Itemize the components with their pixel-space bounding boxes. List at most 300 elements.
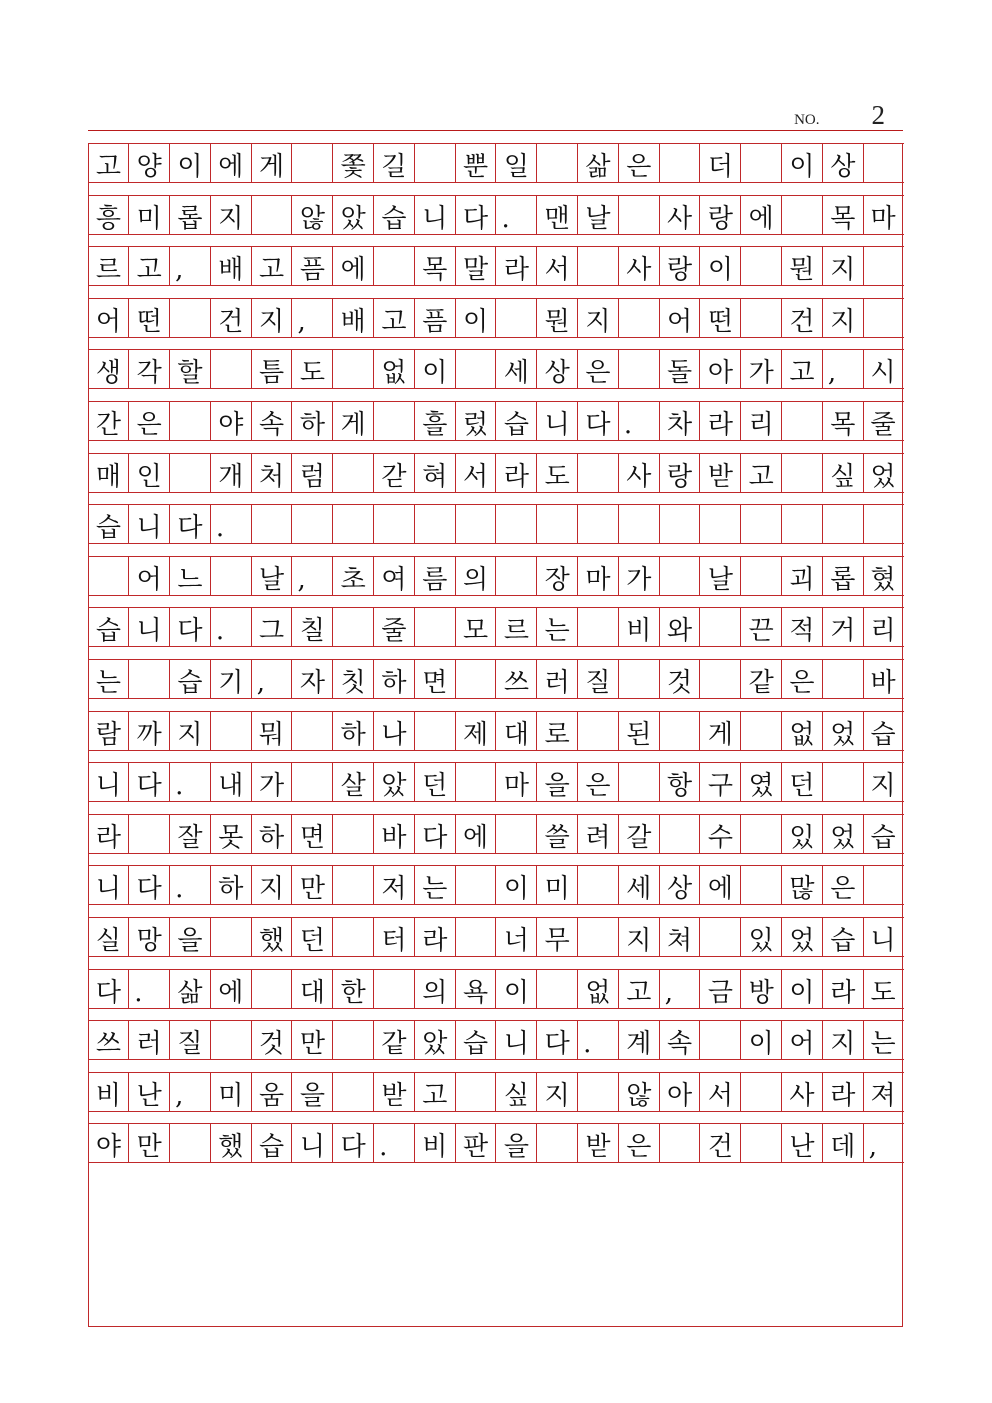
manuscript-cell: 난	[128, 1073, 169, 1111]
manuscript-cell: 라	[88, 815, 129, 853]
manuscript-cell	[210, 350, 251, 388]
manuscript-cell: 고	[373, 299, 414, 337]
manuscript-cell	[577, 918, 618, 956]
page-number-value: 2	[871, 100, 885, 130]
manuscript-cell: 말	[455, 247, 496, 285]
manuscript-cell: 을	[169, 918, 210, 956]
manuscript-cell: 도	[863, 970, 904, 1008]
manuscript-cell	[740, 505, 781, 543]
manuscript-cell	[210, 712, 251, 750]
manuscript-cell	[455, 918, 496, 956]
manuscript-cell: 은	[618, 144, 659, 182]
manuscript-cell: 미	[536, 866, 577, 904]
manuscript-cell: 에	[210, 144, 251, 182]
manuscript-cell: 않	[618, 1073, 659, 1111]
manuscript-cell: 었	[822, 712, 863, 750]
manuscript-cell	[332, 350, 373, 388]
manuscript-cell	[781, 505, 822, 543]
manuscript-cell: ,	[863, 1124, 904, 1162]
manuscript-cell	[414, 608, 455, 646]
manuscript-cell: 미	[128, 196, 169, 234]
manuscript-cell: 고	[88, 144, 129, 182]
manuscript-cell: 것	[659, 660, 700, 698]
manuscript-cell: 흘	[414, 402, 455, 440]
manuscript-cell: 은	[577, 763, 618, 801]
manuscript-cell: 있	[781, 815, 822, 853]
manuscript-cell: 쫓	[332, 144, 373, 182]
manuscript-cell: 다	[536, 1021, 577, 1059]
manuscript-cell: 었	[863, 454, 904, 492]
manuscript-row	[88, 607, 904, 647]
manuscript-cell: 것	[251, 1021, 292, 1059]
manuscript-cell	[618, 763, 659, 801]
manuscript-cell: 습	[169, 660, 210, 698]
manuscript-cell: 할	[169, 350, 210, 388]
manuscript-cell: 내	[210, 763, 251, 801]
manuscript-cell: 이	[699, 247, 740, 285]
manuscript-cell	[251, 505, 292, 543]
manuscript-cell: 지	[536, 1073, 577, 1111]
manuscript-cell: 끈	[740, 608, 781, 646]
manuscript-cell	[536, 144, 577, 182]
manuscript-cell: 싶	[495, 1073, 536, 1111]
manuscript-cell: 혔	[863, 557, 904, 595]
manuscript-cell	[169, 1124, 210, 1162]
manuscript-cell: 초	[332, 557, 373, 595]
manuscript-cell: 만	[291, 866, 332, 904]
manuscript-cell: 다	[455, 196, 496, 234]
manuscript-cell: 라	[822, 970, 863, 1008]
manuscript-cell: 가	[251, 763, 292, 801]
manuscript-cell: 미	[210, 1073, 251, 1111]
manuscript-cell: 습	[863, 712, 904, 750]
manuscript-cell	[822, 763, 863, 801]
manuscript-cell: 서	[455, 454, 496, 492]
manuscript-cell	[210, 918, 251, 956]
manuscript-cell	[414, 505, 455, 543]
manuscript-cell: 습	[863, 815, 904, 853]
manuscript-cell: 다	[332, 1124, 373, 1162]
manuscript-cell: 이	[169, 144, 210, 182]
manuscript-cell: 았	[373, 763, 414, 801]
manuscript-cell: 았	[414, 1021, 455, 1059]
manuscript-cell: 그	[251, 608, 292, 646]
manuscript-cell: 다	[169, 608, 210, 646]
manuscript-cell: 쓰	[88, 1021, 129, 1059]
manuscript-cell: 쓸	[536, 815, 577, 853]
manuscript-cell: 다	[169, 505, 210, 543]
manuscript-cell: 차	[659, 402, 700, 440]
manuscript-cell: 에	[455, 815, 496, 853]
manuscript-cell	[332, 918, 373, 956]
manuscript-cell: 지	[251, 866, 292, 904]
manuscript-cell: 상	[822, 144, 863, 182]
manuscript-cell	[414, 144, 455, 182]
manuscript-cell: 럼	[291, 454, 332, 492]
manuscript-cell: 고	[781, 350, 822, 388]
manuscript-cell	[291, 712, 332, 750]
manuscript-cell: 을	[495, 1124, 536, 1162]
manuscript-cell: 적	[781, 608, 822, 646]
manuscript-cell	[699, 608, 740, 646]
manuscript-cell: 이	[781, 970, 822, 1008]
manuscript-cell: 랑	[659, 247, 700, 285]
manuscript-cell: .	[495, 196, 536, 234]
manuscript-cell: 하	[373, 660, 414, 698]
manuscript-cell: 서	[699, 1073, 740, 1111]
manuscript-cell	[128, 815, 169, 853]
manuscript-cell	[863, 299, 904, 337]
manuscript-cell	[169, 402, 210, 440]
manuscript-row	[88, 298, 904, 338]
manuscript-cell: 날	[251, 557, 292, 595]
manuscript-cell: 금	[699, 970, 740, 1008]
manuscript-cell: 대	[495, 712, 536, 750]
page-number-label: NO.	[794, 112, 820, 128]
manuscript-cell: 거	[822, 608, 863, 646]
manuscript-cell: 개	[210, 454, 251, 492]
manuscript-cell: 은	[822, 866, 863, 904]
manuscript-row	[88, 865, 904, 905]
manuscript-cell: 날	[699, 557, 740, 595]
manuscript-cell	[740, 1124, 781, 1162]
manuscript-cell: 모	[455, 608, 496, 646]
manuscript-cell: 뭔	[536, 299, 577, 337]
manuscript-cell	[495, 557, 536, 595]
manuscript-cell	[618, 350, 659, 388]
manuscript-cell: 이	[414, 350, 455, 388]
manuscript-cell: 라	[495, 247, 536, 285]
manuscript-cell: 지	[251, 299, 292, 337]
manuscript-cell: 픔	[414, 299, 455, 337]
manuscript-cell: 생	[88, 350, 129, 388]
manuscript-cell: 이	[495, 866, 536, 904]
manuscript-cell	[332, 866, 373, 904]
manuscript-cell: 목	[822, 196, 863, 234]
manuscript-cell: 습	[495, 402, 536, 440]
manuscript-cell: 방	[740, 970, 781, 1008]
manuscript-cell: 는	[414, 866, 455, 904]
manuscript-cell	[332, 1073, 373, 1111]
manuscript-cell: 은	[781, 660, 822, 698]
manuscript-cell	[455, 866, 496, 904]
manuscript-cell: 뭐	[251, 712, 292, 750]
manuscript-cell: 는	[536, 608, 577, 646]
manuscript-cell: 배	[332, 299, 373, 337]
manuscript-cell: 배	[210, 247, 251, 285]
manuscript-cell: 까	[128, 712, 169, 750]
manuscript-cell: ,	[291, 299, 332, 337]
manuscript-cell: 받	[373, 1073, 414, 1111]
manuscript-cell	[536, 1124, 577, 1162]
manuscript-cell: 었	[822, 815, 863, 853]
manuscript-cell: ,	[291, 557, 332, 595]
manuscript-cell: 여	[373, 557, 414, 595]
manuscript-cell: 건	[210, 299, 251, 337]
manuscript-cell	[577, 454, 618, 492]
manuscript-cell	[659, 1124, 700, 1162]
manuscript-cell	[169, 299, 210, 337]
manuscript-cell	[863, 866, 904, 904]
manuscript-cell	[822, 660, 863, 698]
manuscript-cell	[210, 557, 251, 595]
manuscript-cell: 지	[822, 1021, 863, 1059]
manuscript-cell: 은	[618, 1124, 659, 1162]
manuscript-row	[88, 1020, 904, 1060]
manuscript-cell: 고	[618, 970, 659, 1008]
manuscript-cell: 습	[822, 918, 863, 956]
manuscript-cell: 람	[88, 712, 129, 750]
manuscript-cell: 잘	[169, 815, 210, 853]
manuscript-cell: 더	[699, 144, 740, 182]
manuscript-cell: 속	[659, 1021, 700, 1059]
manuscript-cell	[577, 712, 618, 750]
manuscript-cell	[455, 1073, 496, 1111]
manuscript-cell	[577, 247, 618, 285]
manuscript-cell: 판	[455, 1124, 496, 1162]
manuscript-cell: .	[210, 608, 251, 646]
manuscript-cell: 니	[88, 866, 129, 904]
manuscript-cell: 떤	[128, 299, 169, 337]
manuscript-cell: 흥	[88, 196, 129, 234]
manuscript-cell: 었	[781, 918, 822, 956]
manuscript-cell	[291, 505, 332, 543]
manuscript-cell: 이	[455, 299, 496, 337]
manuscript-row	[88, 1123, 904, 1163]
manuscript-cell: 너	[495, 918, 536, 956]
manuscript-cell: 건	[781, 299, 822, 337]
manuscript-cell: 리	[863, 608, 904, 646]
manuscript-cell: 을	[291, 1073, 332, 1111]
manuscript-cell: 같	[740, 660, 781, 698]
manuscript-cell	[495, 505, 536, 543]
manuscript-cell: 게	[332, 402, 373, 440]
manuscript-cell: 였	[740, 763, 781, 801]
manuscript-cell: 돌	[659, 350, 700, 388]
manuscript-cell: 고	[414, 1073, 455, 1111]
manuscript-cell: 쳐	[659, 918, 700, 956]
manuscript-cell	[699, 505, 740, 543]
manuscript-cell: 랑	[699, 196, 740, 234]
manuscript-cell: 게	[699, 712, 740, 750]
manuscript-cell: 같	[373, 1021, 414, 1059]
manuscript-cell: ,	[822, 350, 863, 388]
manuscript-cell: 처	[251, 454, 292, 492]
manuscript-cell: 니	[536, 402, 577, 440]
manuscript-cell	[618, 505, 659, 543]
header-rule	[88, 130, 903, 131]
manuscript-row	[88, 711, 904, 751]
manuscript-cell: 나	[373, 712, 414, 750]
manuscript-row	[88, 453, 904, 493]
manuscript-cell: 받	[699, 454, 740, 492]
manuscript-cell	[455, 505, 496, 543]
manuscript-cell: 러	[128, 1021, 169, 1059]
manuscript-cell: .	[577, 1021, 618, 1059]
manuscript-cell	[291, 763, 332, 801]
manuscript-row	[88, 401, 904, 441]
manuscript-cell: 움	[251, 1073, 292, 1111]
manuscript-cell: 가	[618, 557, 659, 595]
manuscript-cell: 고	[128, 247, 169, 285]
manuscript-cell: 에	[332, 247, 373, 285]
manuscript-cell: 르	[88, 247, 129, 285]
manuscript-cell: 이	[781, 144, 822, 182]
manuscript-grid	[88, 143, 903, 1327]
manuscript-cell: 다	[128, 866, 169, 904]
manuscript-cell: 마	[577, 557, 618, 595]
manuscript-cell: 싶	[822, 454, 863, 492]
manuscript-cell: 구	[699, 763, 740, 801]
manuscript-cell: 수	[699, 815, 740, 853]
manuscript-cell: ,	[251, 660, 292, 698]
manuscript-cell: 을	[536, 763, 577, 801]
manuscript-cell: 하	[291, 402, 332, 440]
manuscript-cell: 야	[210, 402, 251, 440]
manuscript-cell	[495, 815, 536, 853]
manuscript-cell: 괴	[781, 557, 822, 595]
manuscript-cell: 니	[863, 918, 904, 956]
manuscript-cell	[373, 970, 414, 1008]
manuscript-cell	[495, 299, 536, 337]
manuscript-cell: 줄	[373, 608, 414, 646]
manuscript-cell: 마	[495, 763, 536, 801]
manuscript-cell	[781, 402, 822, 440]
manuscript-cell: 니	[88, 763, 129, 801]
manuscript-cell: 의	[455, 557, 496, 595]
manuscript-cell: 니	[495, 1021, 536, 1059]
manuscript-cell: 목	[822, 402, 863, 440]
manuscript-cell: 지	[169, 712, 210, 750]
manuscript-row	[88, 1072, 904, 1112]
manuscript-cell: 갈	[618, 815, 659, 853]
manuscript-cell	[128, 660, 169, 698]
manuscript-cell: 다	[577, 402, 618, 440]
manuscript-cell: 줄	[863, 402, 904, 440]
manuscript-cell	[863, 144, 904, 182]
manuscript-cell: 마	[863, 196, 904, 234]
manuscript-cell: 바	[863, 660, 904, 698]
manuscript-cell: 아	[699, 350, 740, 388]
manuscript-cell	[740, 299, 781, 337]
manuscript-row	[88, 917, 904, 957]
manuscript-cell: 지	[822, 299, 863, 337]
manuscript-cell: 못	[210, 815, 251, 853]
manuscript-cell	[577, 866, 618, 904]
manuscript-cell: 했	[210, 1124, 251, 1162]
manuscript-cell: 니	[291, 1124, 332, 1162]
manuscript-cell: 없	[781, 712, 822, 750]
manuscript-cell: 롭	[169, 196, 210, 234]
manuscript-cell	[618, 299, 659, 337]
manuscript-cell: 지	[822, 247, 863, 285]
manuscript-cell: 욕	[455, 970, 496, 1008]
manuscript-cell	[332, 454, 373, 492]
manuscript-cell: 한	[332, 970, 373, 1008]
manuscript-cell: 픔	[291, 247, 332, 285]
manuscript-cell	[740, 712, 781, 750]
manuscript-cell: 라	[822, 1073, 863, 1111]
manuscript-cell: 에	[210, 970, 251, 1008]
manuscript-cell: 면	[414, 660, 455, 698]
manuscript-row	[88, 143, 904, 183]
manuscript-cell	[455, 763, 496, 801]
manuscript-cell: 질	[577, 660, 618, 698]
manuscript-cell: 건	[699, 1124, 740, 1162]
manuscript-cell: 세	[618, 866, 659, 904]
manuscript-cell: 없	[577, 970, 618, 1008]
manuscript-cell: 바	[373, 815, 414, 853]
manuscript-cell: 사	[659, 196, 700, 234]
manuscript-cell	[332, 1021, 373, 1059]
manuscript-cell: 다	[128, 763, 169, 801]
manuscript-cell: 야	[88, 1124, 129, 1162]
manuscript-cell: 니	[128, 505, 169, 543]
manuscript-cell: 어	[128, 557, 169, 595]
manuscript-cell: 하	[332, 712, 373, 750]
manuscript-cell: 인	[128, 454, 169, 492]
manuscript-cell: 상	[536, 350, 577, 388]
manuscript-cell	[332, 815, 373, 853]
manuscript-cell: 라	[414, 918, 455, 956]
manuscript-cell: 비	[414, 1124, 455, 1162]
manuscript-cell: 상	[659, 866, 700, 904]
manuscript-cell: 르	[495, 608, 536, 646]
manuscript-cell: 없	[373, 350, 414, 388]
manuscript-cell: 하	[210, 866, 251, 904]
manuscript-cell	[332, 608, 373, 646]
manuscript-cell: 져	[863, 1073, 904, 1111]
manuscript-cell	[169, 454, 210, 492]
manuscript-cell: 습	[455, 1021, 496, 1059]
manuscript-cell	[577, 608, 618, 646]
manuscript-cell: 어	[781, 1021, 822, 1059]
manuscript-cell: 도	[291, 350, 332, 388]
manuscript-cell	[781, 196, 822, 234]
manuscript-cell: 았	[332, 196, 373, 234]
manuscript-cell	[291, 144, 332, 182]
manuscript-cell: 계	[618, 1021, 659, 1059]
manuscript-cell	[659, 557, 700, 595]
manuscript-cell: 습	[88, 505, 129, 543]
manuscript-cell: .	[128, 970, 169, 1008]
manuscript-cell: 삶	[169, 970, 210, 1008]
manuscript-cell	[577, 1073, 618, 1111]
manuscript-cell	[740, 557, 781, 595]
manuscript-cell	[740, 1073, 781, 1111]
manuscript-cell: 하	[251, 815, 292, 853]
manuscript-row	[88, 246, 904, 286]
manuscript-cell: 비	[618, 608, 659, 646]
manuscript-cell	[659, 712, 700, 750]
manuscript-cell: 은	[128, 402, 169, 440]
manuscript-cell: 비	[88, 1073, 129, 1111]
manuscript-cell: 장	[536, 557, 577, 595]
manuscript-cell: 느	[169, 557, 210, 595]
manuscript-cell: 저	[373, 866, 414, 904]
manuscript-cell	[659, 815, 700, 853]
manuscript-cell: 칠	[291, 608, 332, 646]
manuscript-cell: 던	[291, 918, 332, 956]
manuscript-cell: 갇	[373, 454, 414, 492]
manuscript-row	[88, 556, 904, 596]
manuscript-cell: 사	[781, 1073, 822, 1111]
manuscript-cell: 난	[781, 1124, 822, 1162]
manuscript-cell: 지	[863, 763, 904, 801]
manuscript-cell: 살	[332, 763, 373, 801]
manuscript-cell: 에	[740, 196, 781, 234]
manuscript-cell: 던	[781, 763, 822, 801]
